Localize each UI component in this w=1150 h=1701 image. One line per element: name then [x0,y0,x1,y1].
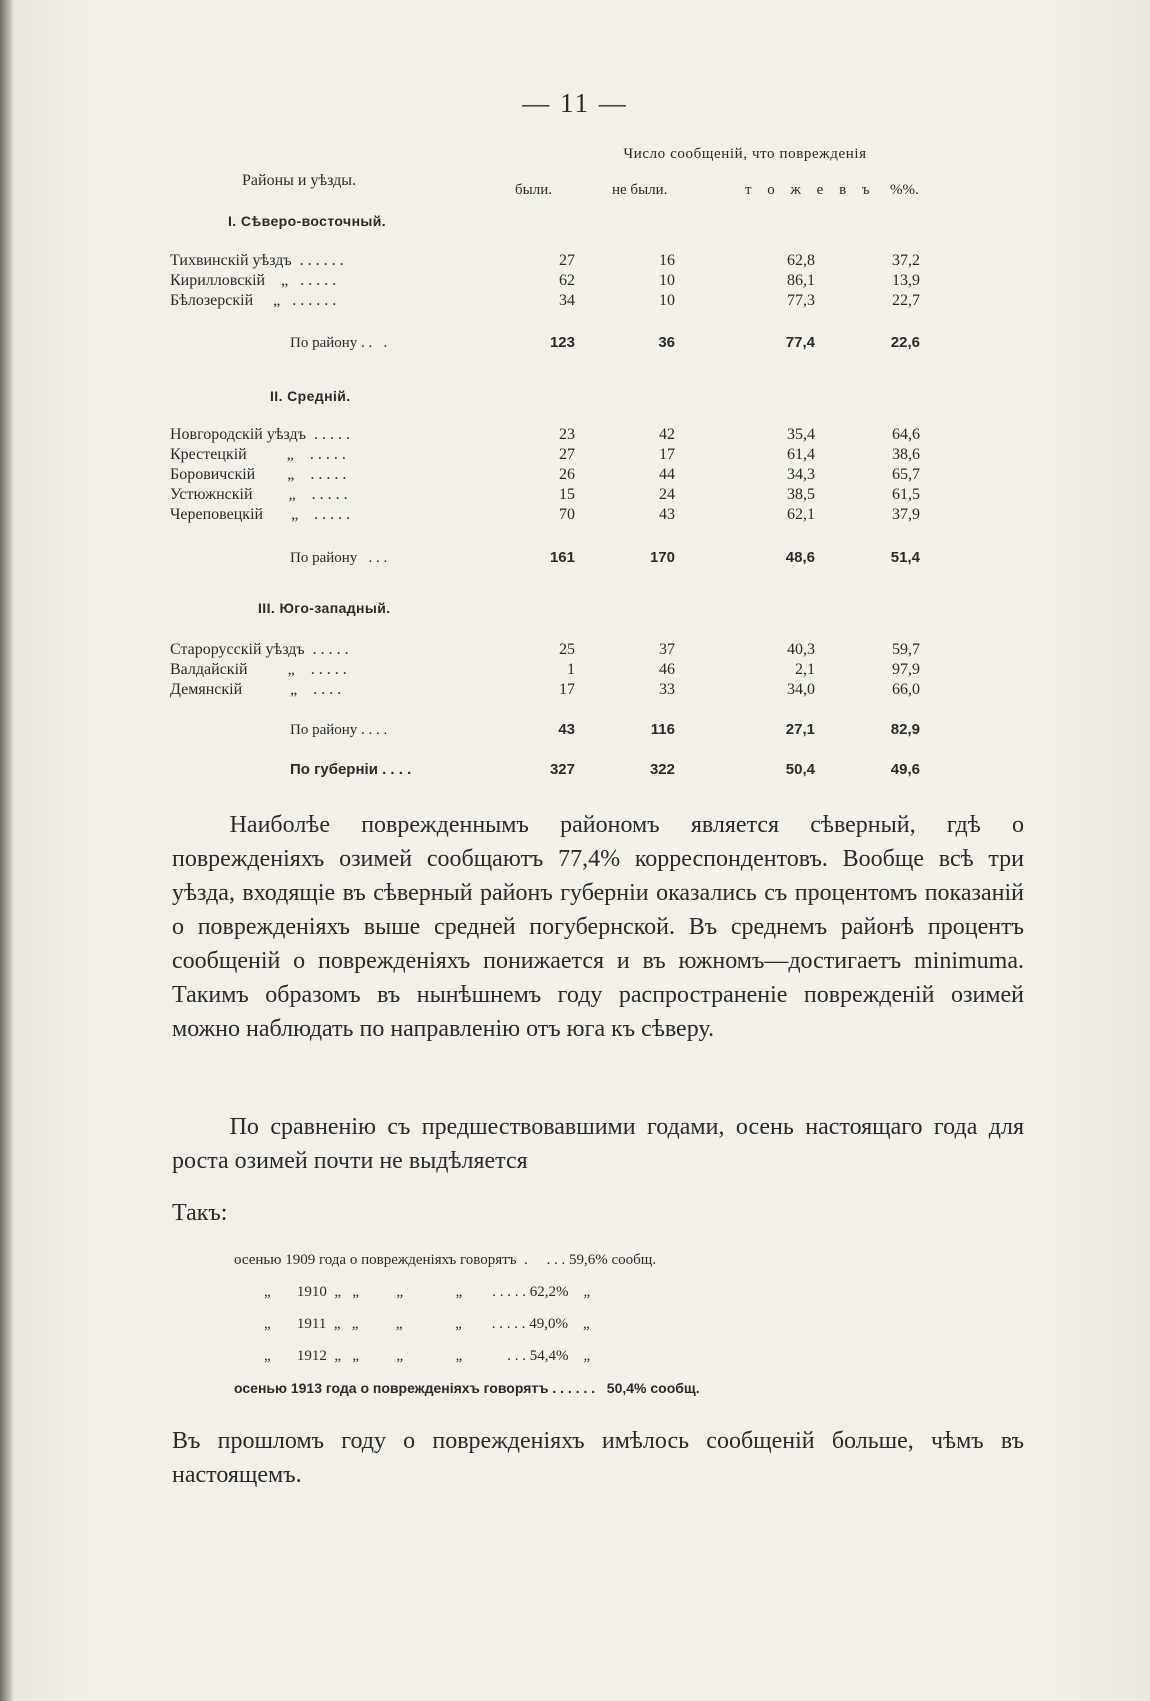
table-row: Бѣлозерскій „ . . . . . . 34 10 77,3 22,7 [170,292,920,309]
page-number: — 11 — [522,88,628,118]
table-row: Новгородскій уѣздъ . . . . . 23 42 35,4 64,6 [170,426,920,443]
table-row: Старорусскій уѣздъ . . . . . 25 37 40,3 59,7 [170,641,920,658]
table-row: Валдайскій „ . . . . . 1 46 2,1 97,9 [170,661,920,678]
table-row: Тихвинскій уѣздъ . . . . . . 27 16 62,8 37,2 [170,252,920,269]
header-percent: %%. [890,182,919,198]
paragraph [172,1424,1024,1492]
paragraph [172,1110,1024,1178]
header-were: были. [515,182,552,198]
paragraph [172,1196,1024,1230]
table-row: Боровичскій „ . . . . . 26 44 34,3 65,7 [170,466,920,483]
summary-row: По району . . . 123 36 77,4 22,6 [290,334,920,351]
paragraph-text: Наиболѣе поврежденнымъ райономъ является сѣверный, гдѣ о поврежденіяхъ озимей сообщаютъ 77,4% корреспондентовъ. Вообще всѣ три уѣзда, входящіе въ сѣверный районъ губерніи оказались съ процентомъ показаній о поврежденіяхъ выше средней погубернской. Въ среднемъ районѣ процентъ сообщеній о поврежденіяхъ понижается и въ южномъ—достигаетъ minimuma. Такимъ образомъ въ нынѣшнемъ году распространеніе поврежденій озимей можно наблюдать по направленію отъ юга къ сѣверу. [172,812,1024,1042]
table-header-group: Число сообщеній, что поврежденія [623,146,867,162]
comparison-row: осенью 1909 года о поврежденіяхъ говорятъ . . . . 59,6% сообщ. [234,1252,657,1268]
table-header-row [0,172,1150,200]
paragraph-text: По сравненію съ предшествовавшими годами, осень настоящаго года для роста озимей почти не выдѣляется [172,1114,1024,1174]
header-districts: Районы и уѣзды. [242,172,357,189]
section-title: I. Сѣверо-восточный. [228,213,387,229]
comparison-row: „ 1912 „ „ „ „ . . . 54,4% „ [264,1348,591,1364]
paragraph-text: Въ прошломъ году о поврежденіяхъ имѣлось сообщеній больше, чѣмъ въ настоящемъ. [172,1428,1024,1488]
header-were-not: не были. [612,182,668,198]
total-row: По губерніи . . . . 327 322 50,4 49,6 [290,761,920,778]
summary-row: По району . . . . 43 116 27,1 82,9 [290,721,920,738]
table-row: Череповецкій „ . . . . . 70 43 62,1 37,9 [170,506,920,523]
table-row: Крестецкій „ . . . . . 27 17 61,4 38,6 [170,446,920,463]
table-row: Устюжнскій „ . . . . . 15 24 38,5 61,5 [170,486,920,503]
comparison-row: „ 1910 „ „ „ „ . . . . . 62,2% „ [264,1284,591,1300]
summary-row: По району . . . 161 170 48,6 51,4 [290,549,920,566]
section-title: III. Юго-западный. [258,600,391,616]
comparison-row: осенью 1913 года о поврежденіяхъ говорятъ . . . . . . 50,4% сообщ. [234,1380,700,1396]
section-title: II. Средній. [270,388,351,404]
table-row: Кирилловскій „ . . . . . 62 10 86,1 13,9 [170,272,920,289]
table-row: Демянскій „ . . . . 17 33 34,0 66,0 [170,681,920,698]
header-same-in: т о ж е в ъ [745,182,876,198]
paragraph-text: Такъ: [172,1200,228,1226]
comparison-row: „ 1911 „ „ „ „ . . . . . 49,0% „ [264,1316,590,1332]
paragraph [172,808,1024,1046]
